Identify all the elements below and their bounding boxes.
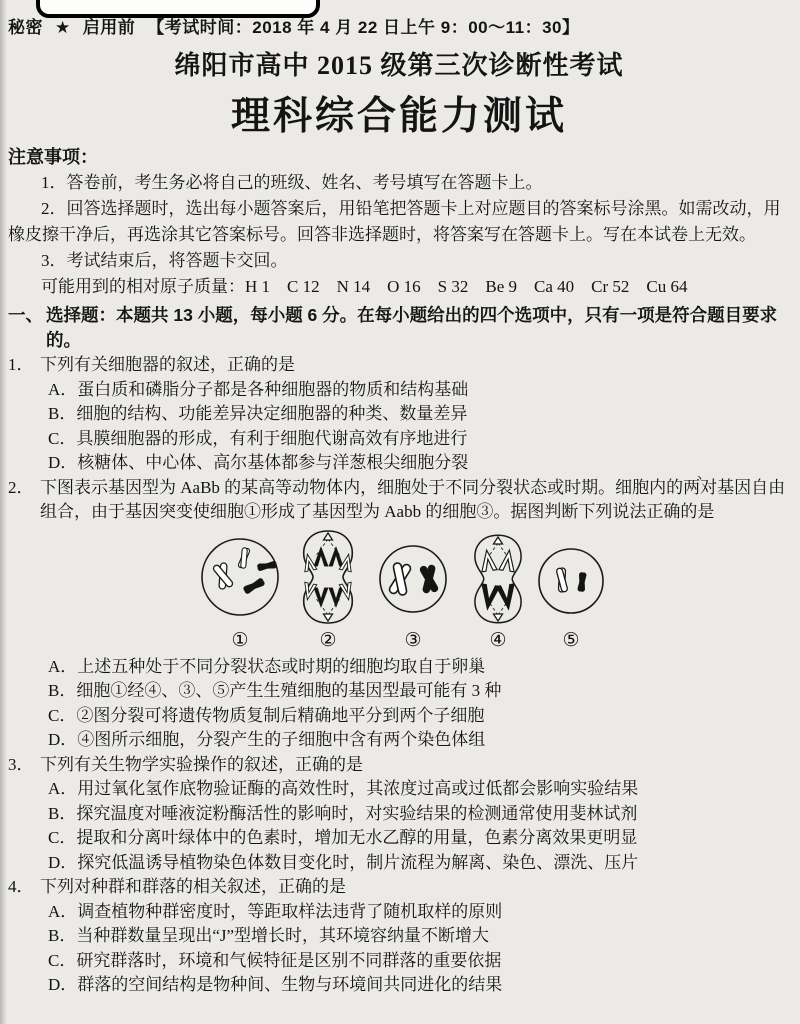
question-4-option-c: C．研究群落时，环境和气候特征是区别不同群落的重要依据 bbox=[48, 950, 502, 970]
question-3 bbox=[8, 753, 790, 778]
section-number: 一、 bbox=[8, 305, 43, 325]
cell-division-figure-svg bbox=[188, 529, 608, 629]
notice-item-1: 1．答卷前，考生务必将自己的班级、姓名、考号填写在答题卡上。 bbox=[41, 173, 543, 192]
question-2-number: 2． bbox=[8, 477, 34, 497]
exam-time-label: 【考试时间：2018 年 4 月 22 日上午 9：00～11：30】 bbox=[147, 18, 580, 37]
figure-label-2: ② bbox=[319, 628, 337, 651]
exam-title: 绵阳市高中 2015 级第三次诊断性考试 bbox=[174, 51, 624, 80]
question-1-option-b: B．细胞的结构、功能差异决定细胞器的种类、数量差异 bbox=[48, 404, 468, 423]
top-border-remnant bbox=[36, 0, 320, 18]
question-2-option-b: B．细胞①经④、③、⑤产生生殖细胞的基因型最可能有 3 种 bbox=[48, 681, 502, 700]
question-4 bbox=[8, 875, 790, 900]
question-3-stem: 下列有关生物学实验操作的叙述，正确的是 bbox=[40, 754, 363, 774]
question-4-option-b: B．当种群数量呈现出“J”型增长时，其环境容纳量不断增大 bbox=[48, 926, 490, 945]
question-3-option-d: D．探究低温诱导植物染色体数目变化时，制片流程为解离、染色、漂洗、压片 bbox=[48, 852, 639, 872]
figure-labels bbox=[188, 627, 608, 653]
question-2-stem: 下图表示基因型为 AaBb 的某高等动物体内，细胞处于不同分裂状态或时期。细胞内的两对基因自由组合，由于基因突变使细胞①形成了基因型为 Aabb 的细胞③。据图判断下列说法正确的是 bbox=[40, 477, 786, 521]
question-2 bbox=[8, 476, 790, 525]
question-2-option-c: C．②图分裂可将遗传物质复制后精确地平分到两个子细胞 bbox=[48, 705, 485, 725]
figure-label-1: ① bbox=[231, 628, 249, 651]
question-1 bbox=[8, 353, 790, 378]
cell-3-drawing bbox=[380, 546, 446, 612]
figure-label-5: ⑤ bbox=[562, 628, 580, 651]
notice-item-3: 3．考试结束后，将答题卡交回。 bbox=[41, 251, 288, 270]
question-2-option-d: D．④图所示细胞，分裂产生的子细胞中含有两个染色体组 bbox=[48, 730, 486, 749]
cell-1-drawing bbox=[202, 539, 278, 615]
cell-4-drawing bbox=[475, 535, 521, 622]
classification-label: 秘密 bbox=[8, 18, 43, 37]
section-heading-text: 选择题：本题共 13 小题，每小题 6 分。在每小题给出的四个选项中，只有一项是符合题目要求的。 bbox=[46, 305, 778, 350]
notice-heading: 注意事项： bbox=[8, 147, 98, 167]
notice-item-2: 2．回答选择题时，选出每小题答案后，用铅笔把答题卡上对应题目的答案标号涂黑。如需改动，用橡皮擦干净后，再选涂其它答案标号。回答非选择题时，将答案写在答题卡上。写在本试卷上无效。 bbox=[8, 199, 781, 244]
question-4-option-d: D．群落的空间结构是物种间、生物与环境间共同进化的结果 bbox=[48, 975, 503, 994]
question-4-stem: 下列对种群和群落的相关叙述，正确的是 bbox=[40, 877, 346, 896]
figure-label-4: ④ bbox=[489, 628, 507, 651]
question-3-option-c: C．提取和分离叶绿体中的色素时，增加无水乙醇的用量，色素分离效果更明显 bbox=[48, 828, 638, 847]
cell-division-figure bbox=[188, 529, 608, 653]
question-3-option-a: A．用过氧化氢作底物验证酶的高效性时，其浓度过高或过低都会影响实验结果 bbox=[48, 779, 639, 798]
figure-label-3: ③ bbox=[404, 628, 422, 651]
question-1-stem: 下列有关细胞器的叙述，正确的是 bbox=[40, 355, 295, 374]
scan-edge-shadow bbox=[0, 0, 7, 1024]
question-1-option-d: D．核糖体、中心体、高尔基体都参与洋葱根尖细胞分裂 bbox=[48, 453, 469, 472]
cell-5-drawing bbox=[539, 549, 603, 613]
cell-2-drawing bbox=[301, 531, 354, 623]
question-2-option-a: A．上述五种处于不同分裂状态或时期的细胞均取自于卵巢 bbox=[48, 656, 486, 676]
question-4-option-a: A．调查植物种群密度时，等距取样法违背了随机取样的原则 bbox=[48, 901, 503, 921]
notice-section bbox=[8, 144, 790, 300]
question-1-option-c: C．具膜细胞器的形成，有利于细胞代谢高效有序地进行 bbox=[48, 428, 468, 448]
question-1-number: 1． bbox=[8, 355, 34, 374]
section-one-heading bbox=[8, 303, 790, 353]
stage-label: 启用前 bbox=[82, 18, 136, 37]
scan-artifact-mark: 、 bbox=[697, 466, 713, 482]
question-1-option-a: A．蛋白质和磷脂分子都是各种细胞器的物质和结构基础 bbox=[48, 379, 469, 399]
question-4-number: 4． bbox=[8, 877, 34, 896]
star-icon: ★ bbox=[55, 18, 71, 37]
exam-subtitle: 理科综合能力测试 bbox=[230, 95, 567, 138]
question-3-number: 3． bbox=[8, 754, 34, 774]
atomic-mass-line: 可能用到的相对原子质量：H 1 C 12 N 14 O 16 S 32 Be 9 Ca 40 Cr 52 Cu 64 bbox=[41, 277, 688, 296]
question-3-option-b: B．探究温度对唾液淀粉酶活性的影响时，对实验结果的检测通常使用斐林试剂 bbox=[48, 803, 638, 823]
